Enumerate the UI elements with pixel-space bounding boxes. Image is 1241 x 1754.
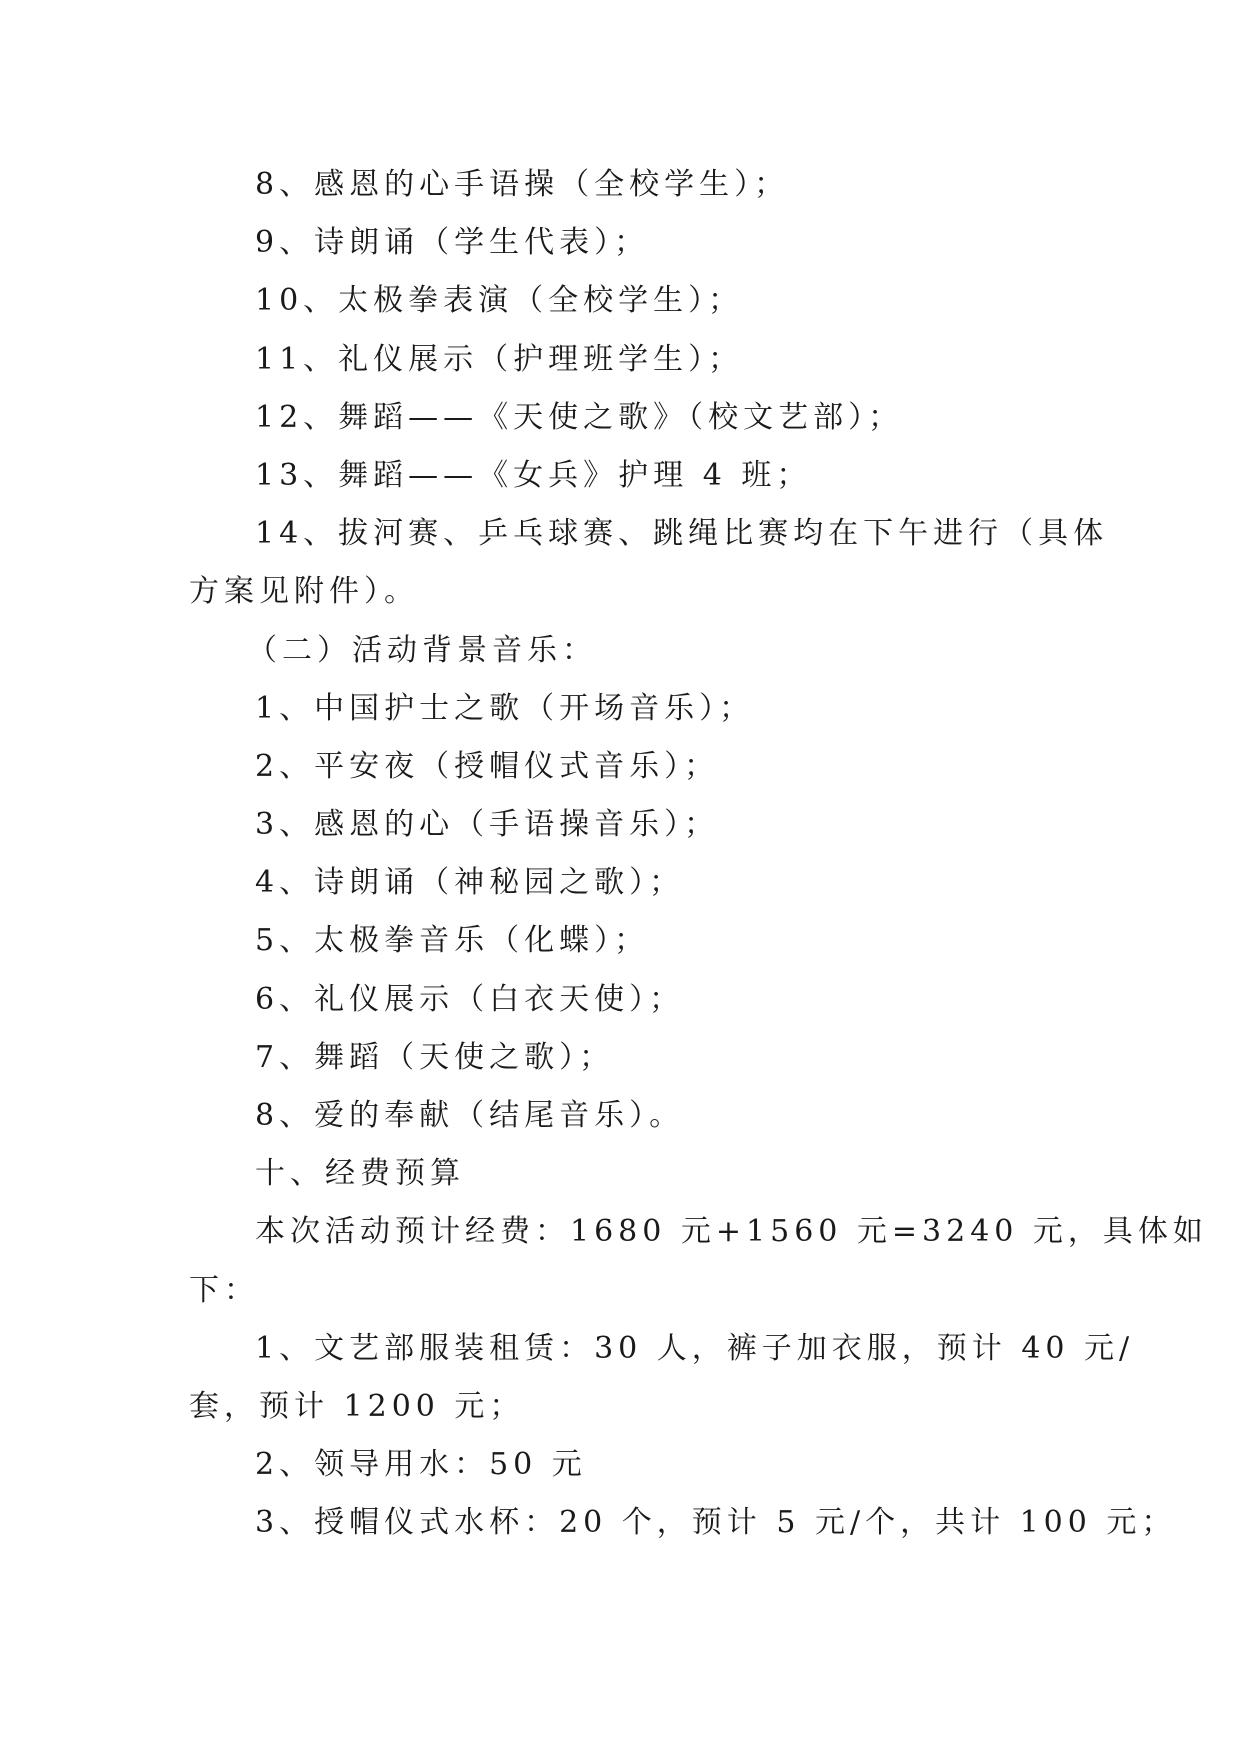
document-body [189,156,1208,1553]
text-line-19: 本次活动预计经费：1680 元+1560 元=3240 元，具体如 [255,1214,1208,1250]
text-line-8: 方案见附件）。 [189,574,419,610]
text-line-21: 1、文艺部服装租赁：30 人，裤子加衣服，预计 40 元/ [255,1330,1135,1366]
text-line-16: 7、舞蹈（天使之歌）； [255,1039,615,1075]
text-line-7: 14、拔河赛、乒乓球赛、跳绳比赛均在下午进行（具体 [255,516,1109,552]
text-line-23: 2、领导用水：50 元 [255,1447,587,1483]
text-line-4: 11、礼仪展示（护理班学生）； [255,341,744,377]
text-line-22: 套，预计 1200 元； [189,1388,525,1424]
text-line-10: 1、中国护士之歌（开场音乐）； [255,690,755,726]
text-line-13: 4、诗朗诵（神秘园之歌）； [255,865,685,901]
text-line-1: 8、感恩的心手语操（全校学生）； [255,167,790,202]
text-line-3: 10、太极拳表演（全校学生）； [255,283,744,319]
text-line-17: 8、爱的奉献（结尾音乐）。 [255,1098,685,1133]
text-line-2: 9、诗朗诵（学生代表）； [255,225,650,261]
text-line-5: 12、舞蹈——《天使之歌》（校文艺部）； [255,399,904,435]
text-line-14: 5、太极拳音乐（化蝶）； [255,923,650,959]
budget-heading: 十、经费预算 [255,1156,465,1192]
text-line-6: 13、舞蹈——《女兵》护理 4 班； [255,457,812,493]
text-line-15: 6、礼仪展示（白衣天使）； [255,981,685,1017]
text-line-24: 3、授帽仪式水杯：20 个，预计 5 元/个，共计 100 元； [255,1505,1177,1541]
section-heading: （二）活动背景音乐： [247,632,597,668]
text-line-11: 2、平安夜（授帽仪式音乐）； [255,748,720,784]
text-line-12: 3、感恩的心（手语操音乐）； [255,807,720,843]
text-line-20: 下： [189,1272,259,1308]
